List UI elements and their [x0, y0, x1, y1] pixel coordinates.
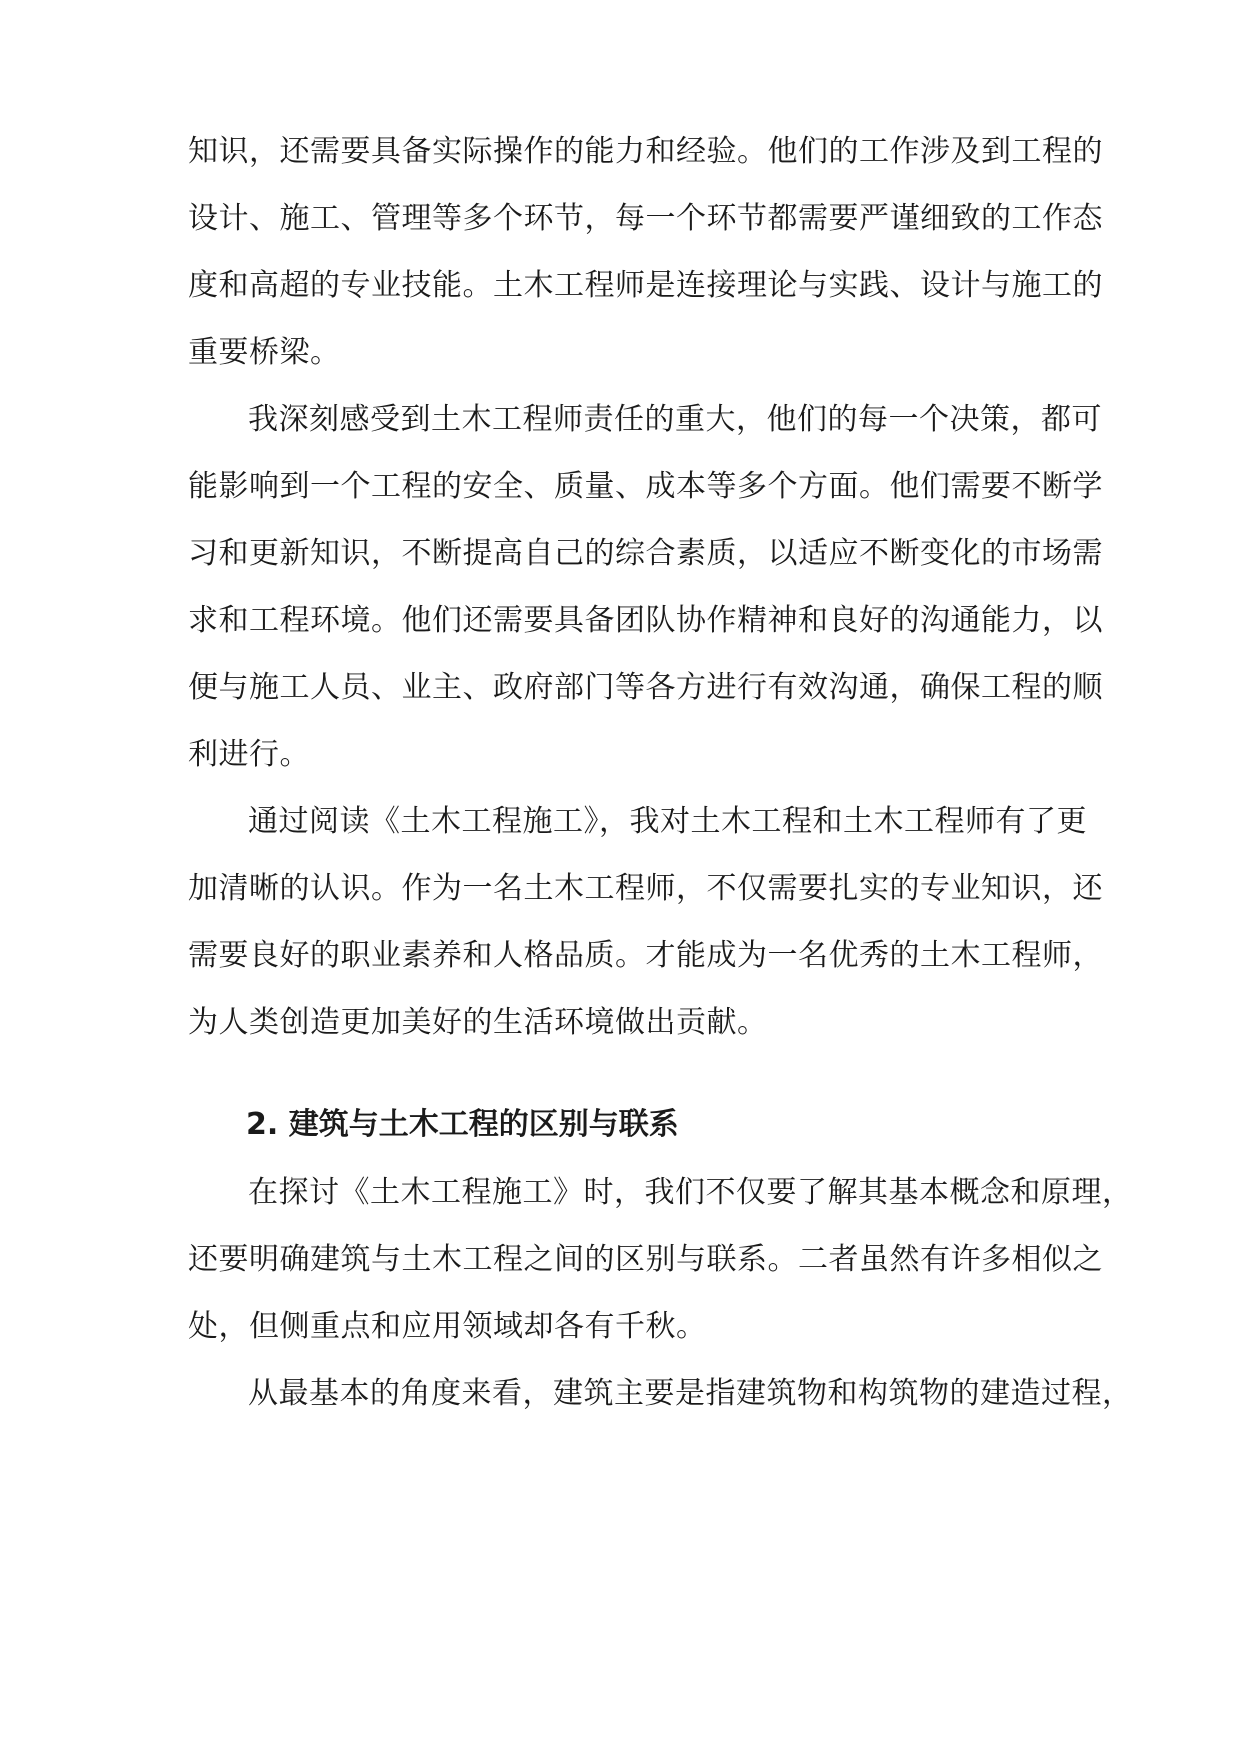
- paragraph-3-line-4: 为人类创造更加美好的生活环境做出贡献。: [188, 1005, 768, 1040]
- paragraph-3-line-1: 通过阅读《土木工程施工》，我对土木工程和土木工程师有了更: [248, 804, 1087, 839]
- paragraph-2-line-3: 习和更新知识，不断提高自己的综合素质，以适应不断变化的市场需: [188, 536, 1103, 571]
- paragraph-2-line-1: 我深刻感受到土木工程师责任的重大，他们的每一个决策，都可: [248, 402, 1102, 437]
- paragraph-1-line-2: 设计、施工、管理等多个环节，每一个环节都需要严谨细致的工作态: [188, 201, 1103, 236]
- paragraph-1-line-3: 度和高超的专业技能。土木工程师是连接理论与实践、设计与施工的: [188, 268, 1103, 303]
- section-paragraph-2-line-1: 从最基本的角度来看，建筑主要是指建筑物和构筑物的建造过程，: [248, 1376, 1133, 1411]
- paragraph-1-line-4: 重要桥梁。: [188, 335, 341, 370]
- paragraph-3-line-2: 加清晰的认识。作为一名土木工程师，不仅需要扎实的专业知识，还: [188, 871, 1103, 906]
- section-paragraph-1-line-2: 还要明确建筑与土木工程之间的区别与联系。二者虽然有许多相似之: [188, 1242, 1103, 1277]
- paragraph-2-line-2: 能影响到一个工程的安全、质量、成本等多个方面。他们需要不断学: [188, 469, 1103, 504]
- section-paragraph-1-line-3: 处，但侧重点和应用领域却各有千秋。: [188, 1309, 707, 1344]
- section-heading: 2. 建筑与土木工程的区别与联系: [246, 1107, 679, 1142]
- paragraph-2-line-4: 求和工程环境。他们还需要具备团队协作精神和良好的沟通能力，以: [188, 603, 1103, 638]
- paragraph-2-line-5: 便与施工人员、业主、政府部门等各方进行有效沟通，确保工程的顺: [188, 670, 1103, 705]
- paragraph-2-line-6: 利进行。: [188, 737, 310, 772]
- paragraph-3-line-3: 需要良好的职业素养和人格品质。才能成为一名优秀的土木工程师，: [188, 938, 1103, 973]
- section-paragraph-1-line-1: 在探讨《土木工程施工》时，我们不仅要了解其基本概念和原理，: [248, 1175, 1133, 1210]
- paragraph-1-line-1: 知识，还需要具备实际操作的能力和经验。他们的工作涉及到工程的: [188, 134, 1103, 169]
